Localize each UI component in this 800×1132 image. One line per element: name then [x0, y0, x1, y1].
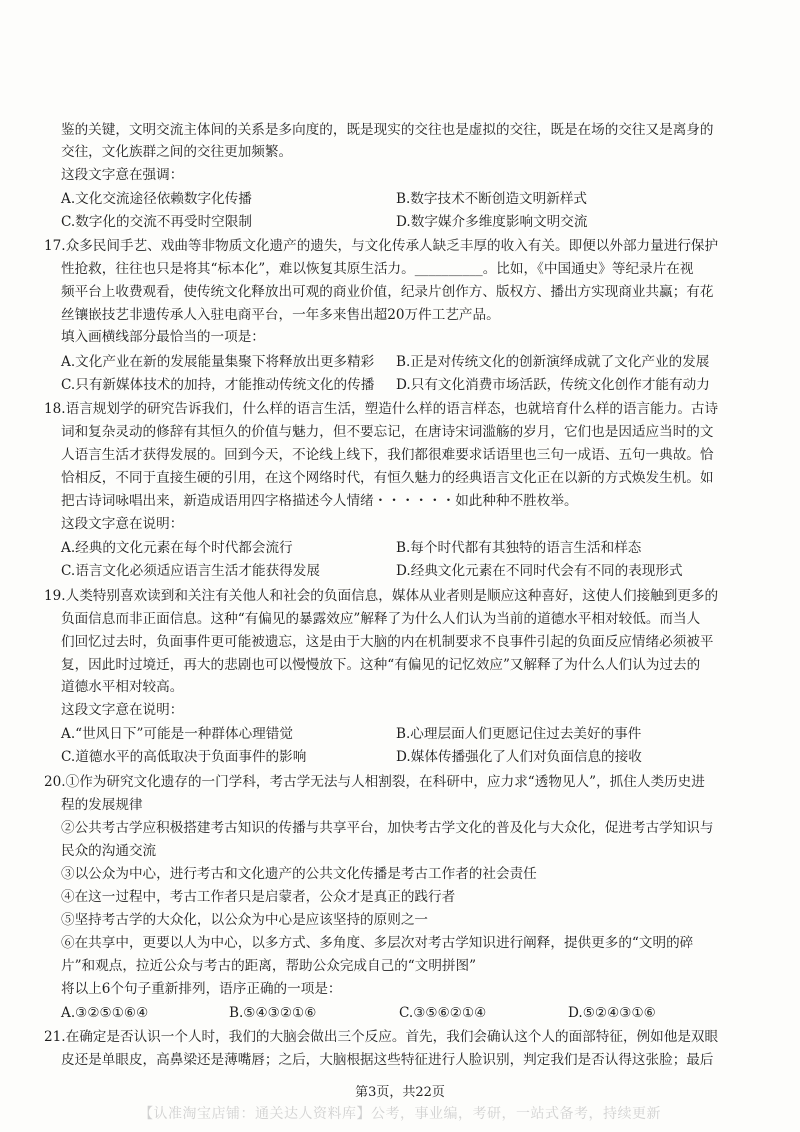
question-17-line-2: 性抢救，往往也只是将其“标本化”，难以恢复其原生活力。__________。比如，《中国通史》等纪录片在视 — [61, 261, 694, 277]
question-19-line-2: 负面信息而非正面信息。这种“有偏见的暴露效应”解释了为什么人们认为当前的道德水平相对较低。而当人 — [61, 611, 701, 627]
question-20-option-c[interactable]: C.③⑤⑥②①④ — [399, 1005, 487, 1021]
question-20-prompt: 将以上6个句子重新排列，语序正确的一项是： — [61, 981, 342, 997]
question-17-prompt: 填入画横线部分最恰当的一项是： — [61, 329, 265, 345]
question-20-sentence-6-cont: 片”和观点，拉近公众与考古的距离，帮助公众完成自己的“文明拼图” — [61, 958, 477, 974]
question-17-line-1: 17.众多民间手艺、戏曲等非物质文化遗产的遗失，与文化传承人缺乏丰厚的收入有关。即便以外部力量进行保护 — [44, 238, 719, 254]
question-20-option-b[interactable]: B.⑤④③②①⑥ — [229, 1005, 317, 1021]
question-20-sentence-4: ④在这一过程中，考古工作者只是启蒙者，公众才是真正的践行者 — [61, 889, 456, 905]
question-18-line-2: 词和复杂灵动的修辞有其恒久的价值与魅力，但不要忘记，在唐诗宋词滥觞的岁月，它们也是因适应当时的文 — [61, 424, 714, 440]
question-18-option-b[interactable]: B.每个时代都有其独特的语言生活和样态 — [396, 540, 642, 556]
question-19-line-3: 们回忆过去时，负面事件更可能被遗忘，这是由于大脑的内在机制要求不良事件引起的负面反应情绪必须被平 — [61, 634, 714, 650]
question-18-line-4: 恰相反，不同于直接生硬的引用，在这个网络时代，有恒久魅力的经典语言文化正在以新的方式焕发生机。如 — [61, 470, 714, 486]
question-17-line-3: 频平台上收费观看，使传统文化释放出可观的商业价值，纪录片创作方、版权方、播出方实现商业共赢；有花 — [61, 284, 714, 300]
question-20-sentence-6: ⑥在共享中，更要以人为中心，以多方式、多角度、多层次对考古学知识进行阐释，提供更多的“文明的碎 — [61, 935, 694, 951]
question-16-option-c[interactable]: C.数字化的交流不再受时空限制 — [61, 214, 252, 230]
question-16-line-1: 鉴的关键，文明交流主体间的关系是多向度的，既是现实的交往也是虚拟的交往，既是在场的交往又是离身的 — [61, 122, 714, 138]
question-20-sentence-1: 20.①作为研究文化遗存的一门学科，考古学无法与人相割裂，在科研中，应力求“透物见人”，抓住人类历史进 — [44, 774, 705, 790]
question-18-option-c[interactable]: C.语言文化必须适应语言生活才能获得发展 — [61, 563, 320, 579]
question-19-line-4: 复，因此时过境迁，再大的悲剧也可以慢慢放下。这种“有偏见的记忆效应”又解释了为什么人们认为过去的 — [61, 657, 701, 673]
question-19-line-5: 道德水平相对较高。 — [61, 679, 184, 695]
question-17-option-c[interactable]: C.只有新媒体技术的加持，才能推动传统文化的传播 — [61, 377, 375, 393]
question-16-line-2: 交往，文化族群之间的交往更加频繁。 — [61, 144, 293, 160]
question-20-sentence-2: ②公共考古学应积极搭建考古知识的传播与共享平台，加快考古学文化的普及化与大众化，促进考古学知识与 — [61, 820, 714, 836]
question-18-prompt: 这段文字意在说明： — [61, 516, 184, 532]
question-16-prompt: 这段文字意在强调： — [61, 167, 184, 183]
question-18-line-3: 人语言生活才获得发展的。回到今天，不论线上线下，我们都很难要求话语里也三句一成语、五句一典故。恰 — [61, 447, 714, 463]
question-18-option-a[interactable]: A.经典的文化元素在每个时代都会流行 — [61, 540, 293, 556]
question-20-sentence-2-cont: 民众的沟通交流 — [61, 843, 157, 859]
question-19-option-b[interactable]: B.心理层面人们更愿记住过去美好的事件 — [396, 726, 642, 742]
question-18-option-d[interactable]: D.经典文化元素在不同时代会有不同的表现形式 — [396, 563, 683, 579]
question-20-sentence-3: ③以公众为中心，进行考古和文化遗产的公共文化传播是考古工作者的社会责任 — [61, 866, 537, 882]
question-20-sentence-5: ⑤坚持考古学的大众化，以公众为中心是应该坚持的原则之一 — [61, 912, 429, 928]
question-19-option-a[interactable]: A.“世风日下”可能是一种群体心理错觉 — [61, 726, 293, 742]
question-16-option-b[interactable]: B.数字技术不断创造文明新样式 — [396, 191, 588, 207]
question-16-option-a[interactable]: A.文化交流途径依赖数字化传播 — [61, 191, 252, 207]
question-19-prompt: 这段文字意在说明： — [61, 702, 184, 718]
question-17-option-b[interactable]: B.正是对传统文化的创新演绎成就了文化产业的发展 — [396, 354, 710, 370]
watermark: 【认准淘宝店铺：通关达人资料库】公考，事业编，考研，一站式备考，持续更新 — [139, 1106, 661, 1122]
question-19-option-c[interactable]: C.道德水平的高低取决于负面事件的影响 — [61, 749, 307, 765]
question-21-line-2: 皮还是单眼皮，高鼻梁还是薄嘴唇；之后，大脑根据这些特征进行人脸识别，判定我们是否认得这张脸；最后 — [61, 1052, 714, 1068]
question-17-line-4: 丝镶嵌技艺非遗传承人入驻电商平台，一年多来售出超20万件工艺产品。 — [61, 307, 500, 323]
question-18-line-5: 把古诗词咏唱出来，新造成语用四字格描述今人情绪・・・・・・如此种种不胜枚举。 — [61, 493, 578, 509]
question-20-option-a[interactable]: A.③②⑤①⑥④ — [61, 1005, 149, 1021]
page-number: 第3页，共22页 — [355, 1085, 445, 1100]
question-17-option-a[interactable]: A.文化产业在新的发展能量集聚下将释放出更多精彩 — [61, 354, 375, 370]
question-16-option-d[interactable]: D.数字媒介多维度影响文明交流 — [396, 214, 588, 230]
question-20-sentence-1-cont: 程的发展规律 — [61, 797, 143, 813]
question-21-line-1: 21.在确定是否认识一个人时，我们的大脑会做出三个反应。首先，我们会确认这个人的面部特征，例如他是双眼 — [44, 1029, 719, 1045]
question-19-line-1: 19.人类特别喜欢读到和关注有关他人和社会的负面信息，媒体从业者则是顺应这种喜好，这使人们接触到更多的 — [44, 588, 719, 604]
question-19-option-d[interactable]: D.媒体传播强化了人们对负面信息的接收 — [396, 749, 642, 765]
question-18-line-1: 18.语言规划学的研究告诉我们，什么样的语言生活，塑造什么样的语言样态，也就培育什么样的语言能力。古诗 — [44, 401, 719, 417]
question-17-option-d[interactable]: D.只有文化消费市场活跃，传统文化创作才能有动力 — [396, 377, 710, 393]
question-20-option-d[interactable]: D.⑤②④③①⑥ — [568, 1005, 656, 1021]
